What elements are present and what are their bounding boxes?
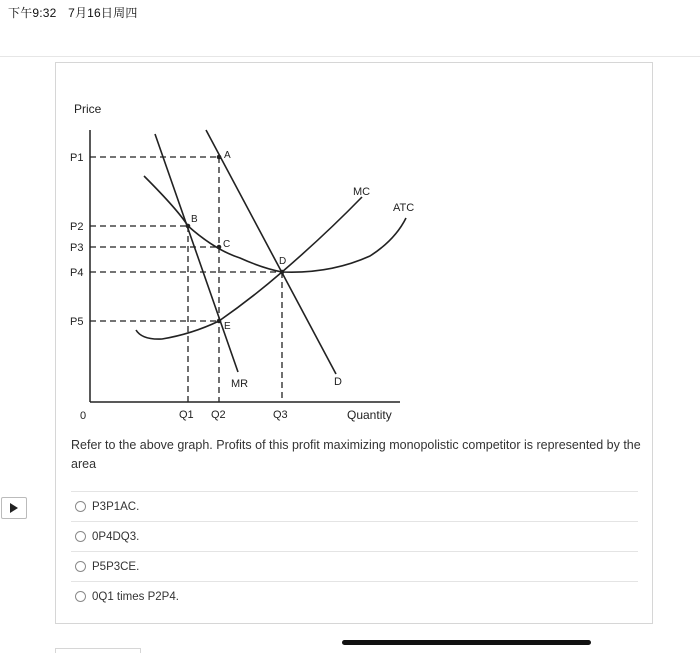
point-a-label: A <box>224 150 231 161</box>
y-axis-title: Price <box>74 102 102 116</box>
quantity-label-q3: Q3 <box>273 409 288 421</box>
price-label-p5: P5 <box>70 316 84 328</box>
option-label: P3P1AC. <box>92 500 140 513</box>
status-time: 下午9:32 <box>8 6 57 20</box>
play-icon <box>10 503 18 513</box>
radio-button-icon[interactable] <box>75 591 86 602</box>
radio-button-icon[interactable] <box>75 501 86 512</box>
answer-options <box>71 491 638 611</box>
point-b-label: B <box>191 214 198 225</box>
quantity-label-q1: Q1 <box>179 409 194 421</box>
point-a-marker <box>217 155 222 160</box>
point-c-label: C <box>223 239 231 250</box>
option-0q1-times-p2p4[interactable] <box>71 581 638 611</box>
mc-curve <box>136 197 362 339</box>
radio-button-icon[interactable] <box>75 531 86 542</box>
price-label-p4: P4 <box>70 267 84 279</box>
point-e-label: E <box>224 321 231 332</box>
point-b-marker <box>186 224 191 229</box>
side-play-button[interactable] <box>1 497 27 519</box>
next-card-edge <box>55 648 141 653</box>
option-label: 0P4DQ3. <box>92 530 140 543</box>
radio-button-icon[interactable] <box>75 561 86 572</box>
status-date: 7月16日周四 <box>68 6 138 20</box>
home-indicator[interactable] <box>342 640 591 645</box>
price-label-p2: P2 <box>70 221 84 233</box>
option-label: P5P3CE. <box>92 560 140 573</box>
option-0p4dq3[interactable] <box>71 521 638 551</box>
price-label-p3: P3 <box>70 242 84 254</box>
price-label-p1: P1 <box>70 152 84 164</box>
point-d-label: D <box>279 256 287 267</box>
origin-label: 0 <box>80 410 87 422</box>
x-axis-title: Quantity <box>347 408 392 422</box>
mc-label: MC <box>353 186 371 198</box>
question-text: Refer to the above graph. Profits of this profit maximizing monopolistic competitor is represented by the area <box>71 438 641 471</box>
option-p3p1ac[interactable] <box>71 491 638 521</box>
point-d-marker <box>280 270 285 275</box>
option-label: 0Q1 times P2P4. <box>92 590 179 603</box>
point-e-marker <box>217 319 222 324</box>
mr-label: MR <box>231 378 249 390</box>
point-c-marker <box>217 245 222 250</box>
option-p5p3ce[interactable] <box>71 551 638 581</box>
demand-label: D <box>334 376 342 388</box>
atc-label: ATC <box>393 202 415 214</box>
quantity-label-q2: Q2 <box>211 409 226 421</box>
